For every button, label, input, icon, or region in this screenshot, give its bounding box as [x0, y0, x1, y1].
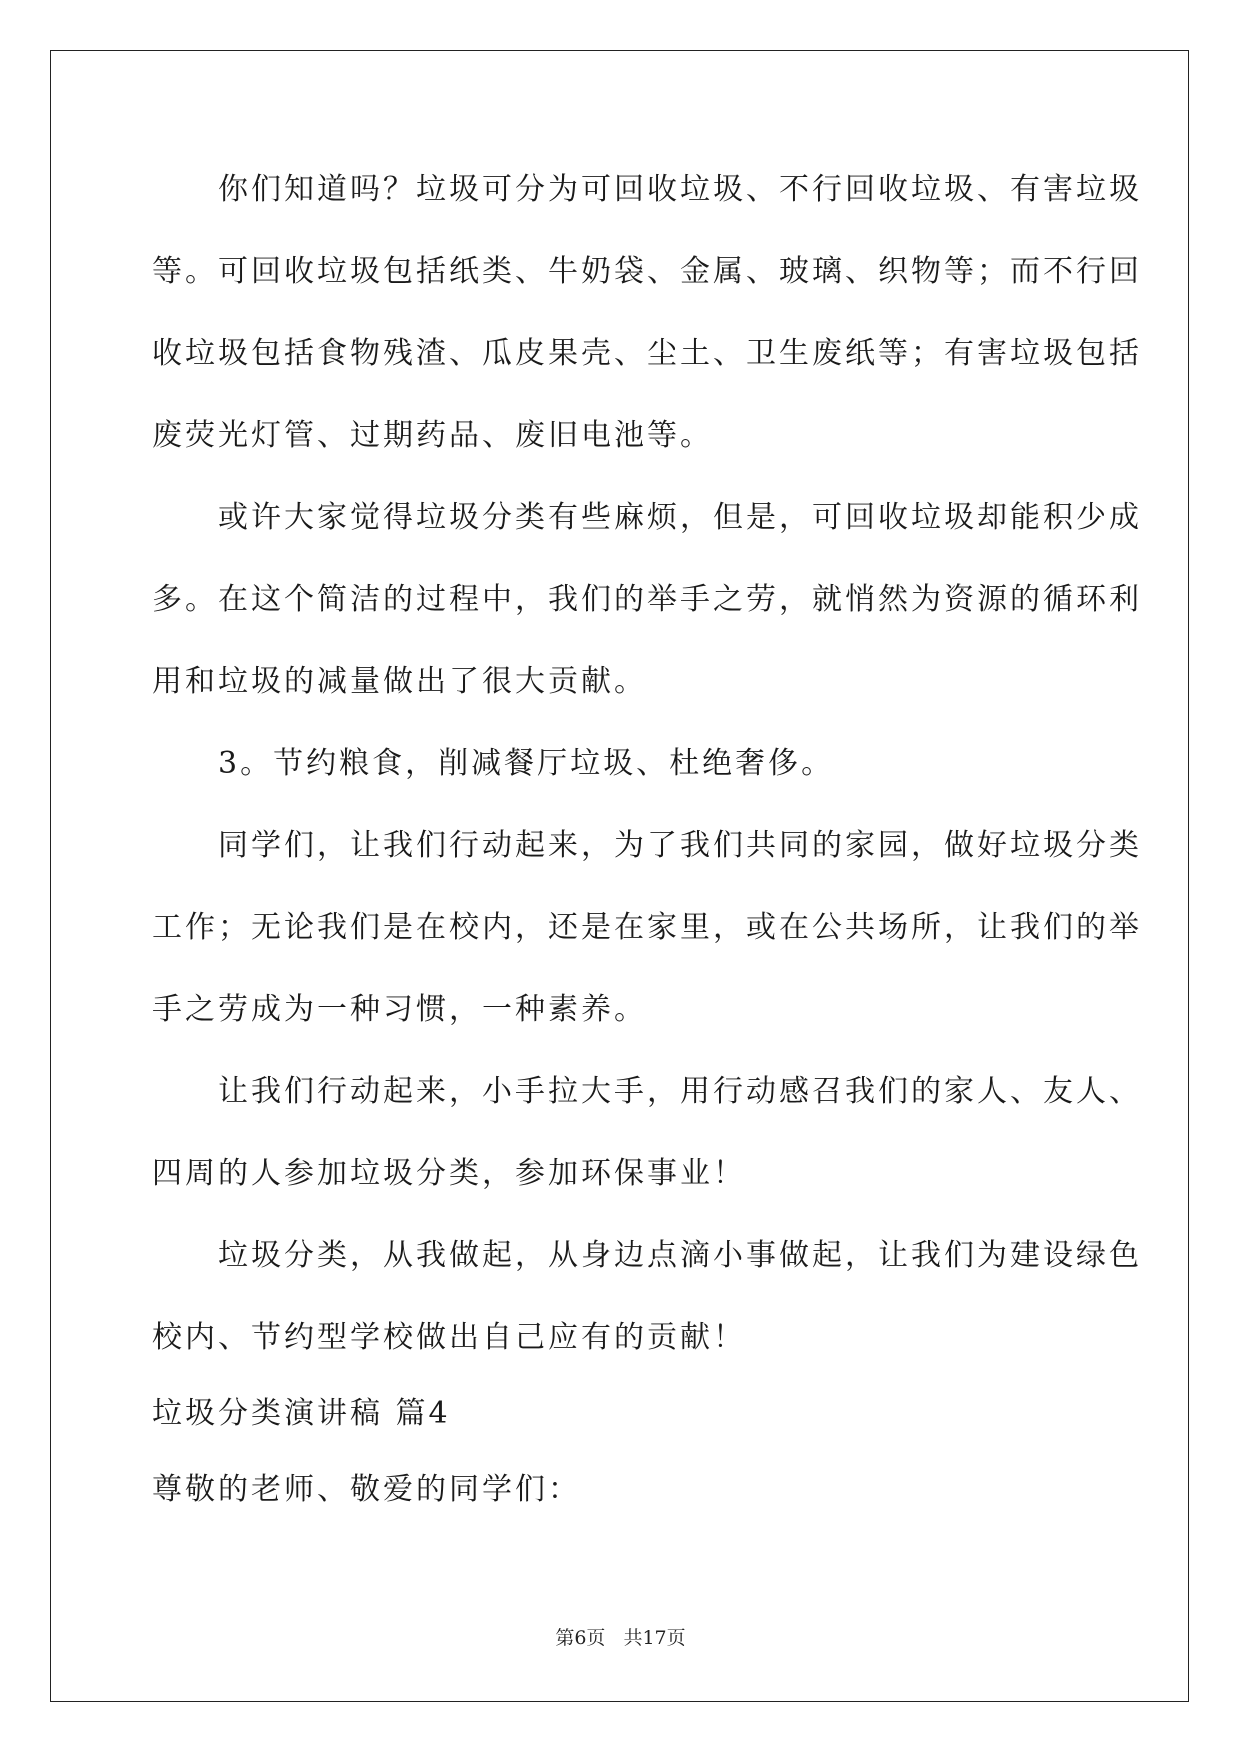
text-line: 收垃圾包括食物残渣、瓜皮果壳、尘土、卫生废纸等；有害垃圾包括 [152, 336, 1142, 371]
text-line: 废荧光灯管、过期药品、废旧电池等。 [152, 418, 713, 453]
text-line: 等。可回收垃圾包括纸类、牛奶袋、金属、玻璃、织物等；而不行回 [152, 254, 1142, 289]
text-line: 垃圾分类，从我做起，从身边点滴小事做起，让我们为建设绿色 [152, 1238, 1142, 1273]
text-line: 用和垃圾的减量做出了很大贡献。 [152, 664, 647, 699]
text-line: 或许大家觉得垃圾分类有些麻烦，但是，可回收垃圾却能积少成 [152, 500, 1142, 535]
section-heading: 垃圾分类演讲稿 篇4 [152, 1396, 451, 1431]
text-line: 手之劳成为一种习惯，一种素养。 [152, 992, 647, 1027]
text-line: 3。节约粮食，削减餐厅垃圾、杜绝奢侈。 [152, 746, 835, 781]
text-line: 多。在这个简洁的过程中，我们的举手之劳，就悄然为资源的循环利 [152, 582, 1142, 617]
page-number: 第6页 [555, 1627, 606, 1649]
text-line: 让我们行动起来，小手拉大手，用行动感召我们的家人、友人、 [152, 1074, 1142, 1109]
page-total: 共17页 [623, 1627, 686, 1649]
text-line: 同学们，让我们行动起来，为了我们共同的家园，做好垃圾分类 [152, 828, 1142, 863]
page-frame [50, 50, 1189, 1702]
text-line: 工作；无论我们是在校内，还是在家里，或在公共场所，让我们的举 [152, 910, 1142, 945]
text-line: 四周的人参加垃圾分类，参加环保事业！ [152, 1156, 746, 1191]
page-footer [0, 1626, 1241, 1650]
text-line: 你们知道吗？垃圾可分为可回收垃圾、不行回收垃圾、有害垃圾 [152, 172, 1142, 207]
text-line: 校内、节约型学校做出自己应有的贡献！ [152, 1320, 746, 1355]
salutation: 尊敬的老师、敬爱的同学们： [152, 1472, 581, 1507]
